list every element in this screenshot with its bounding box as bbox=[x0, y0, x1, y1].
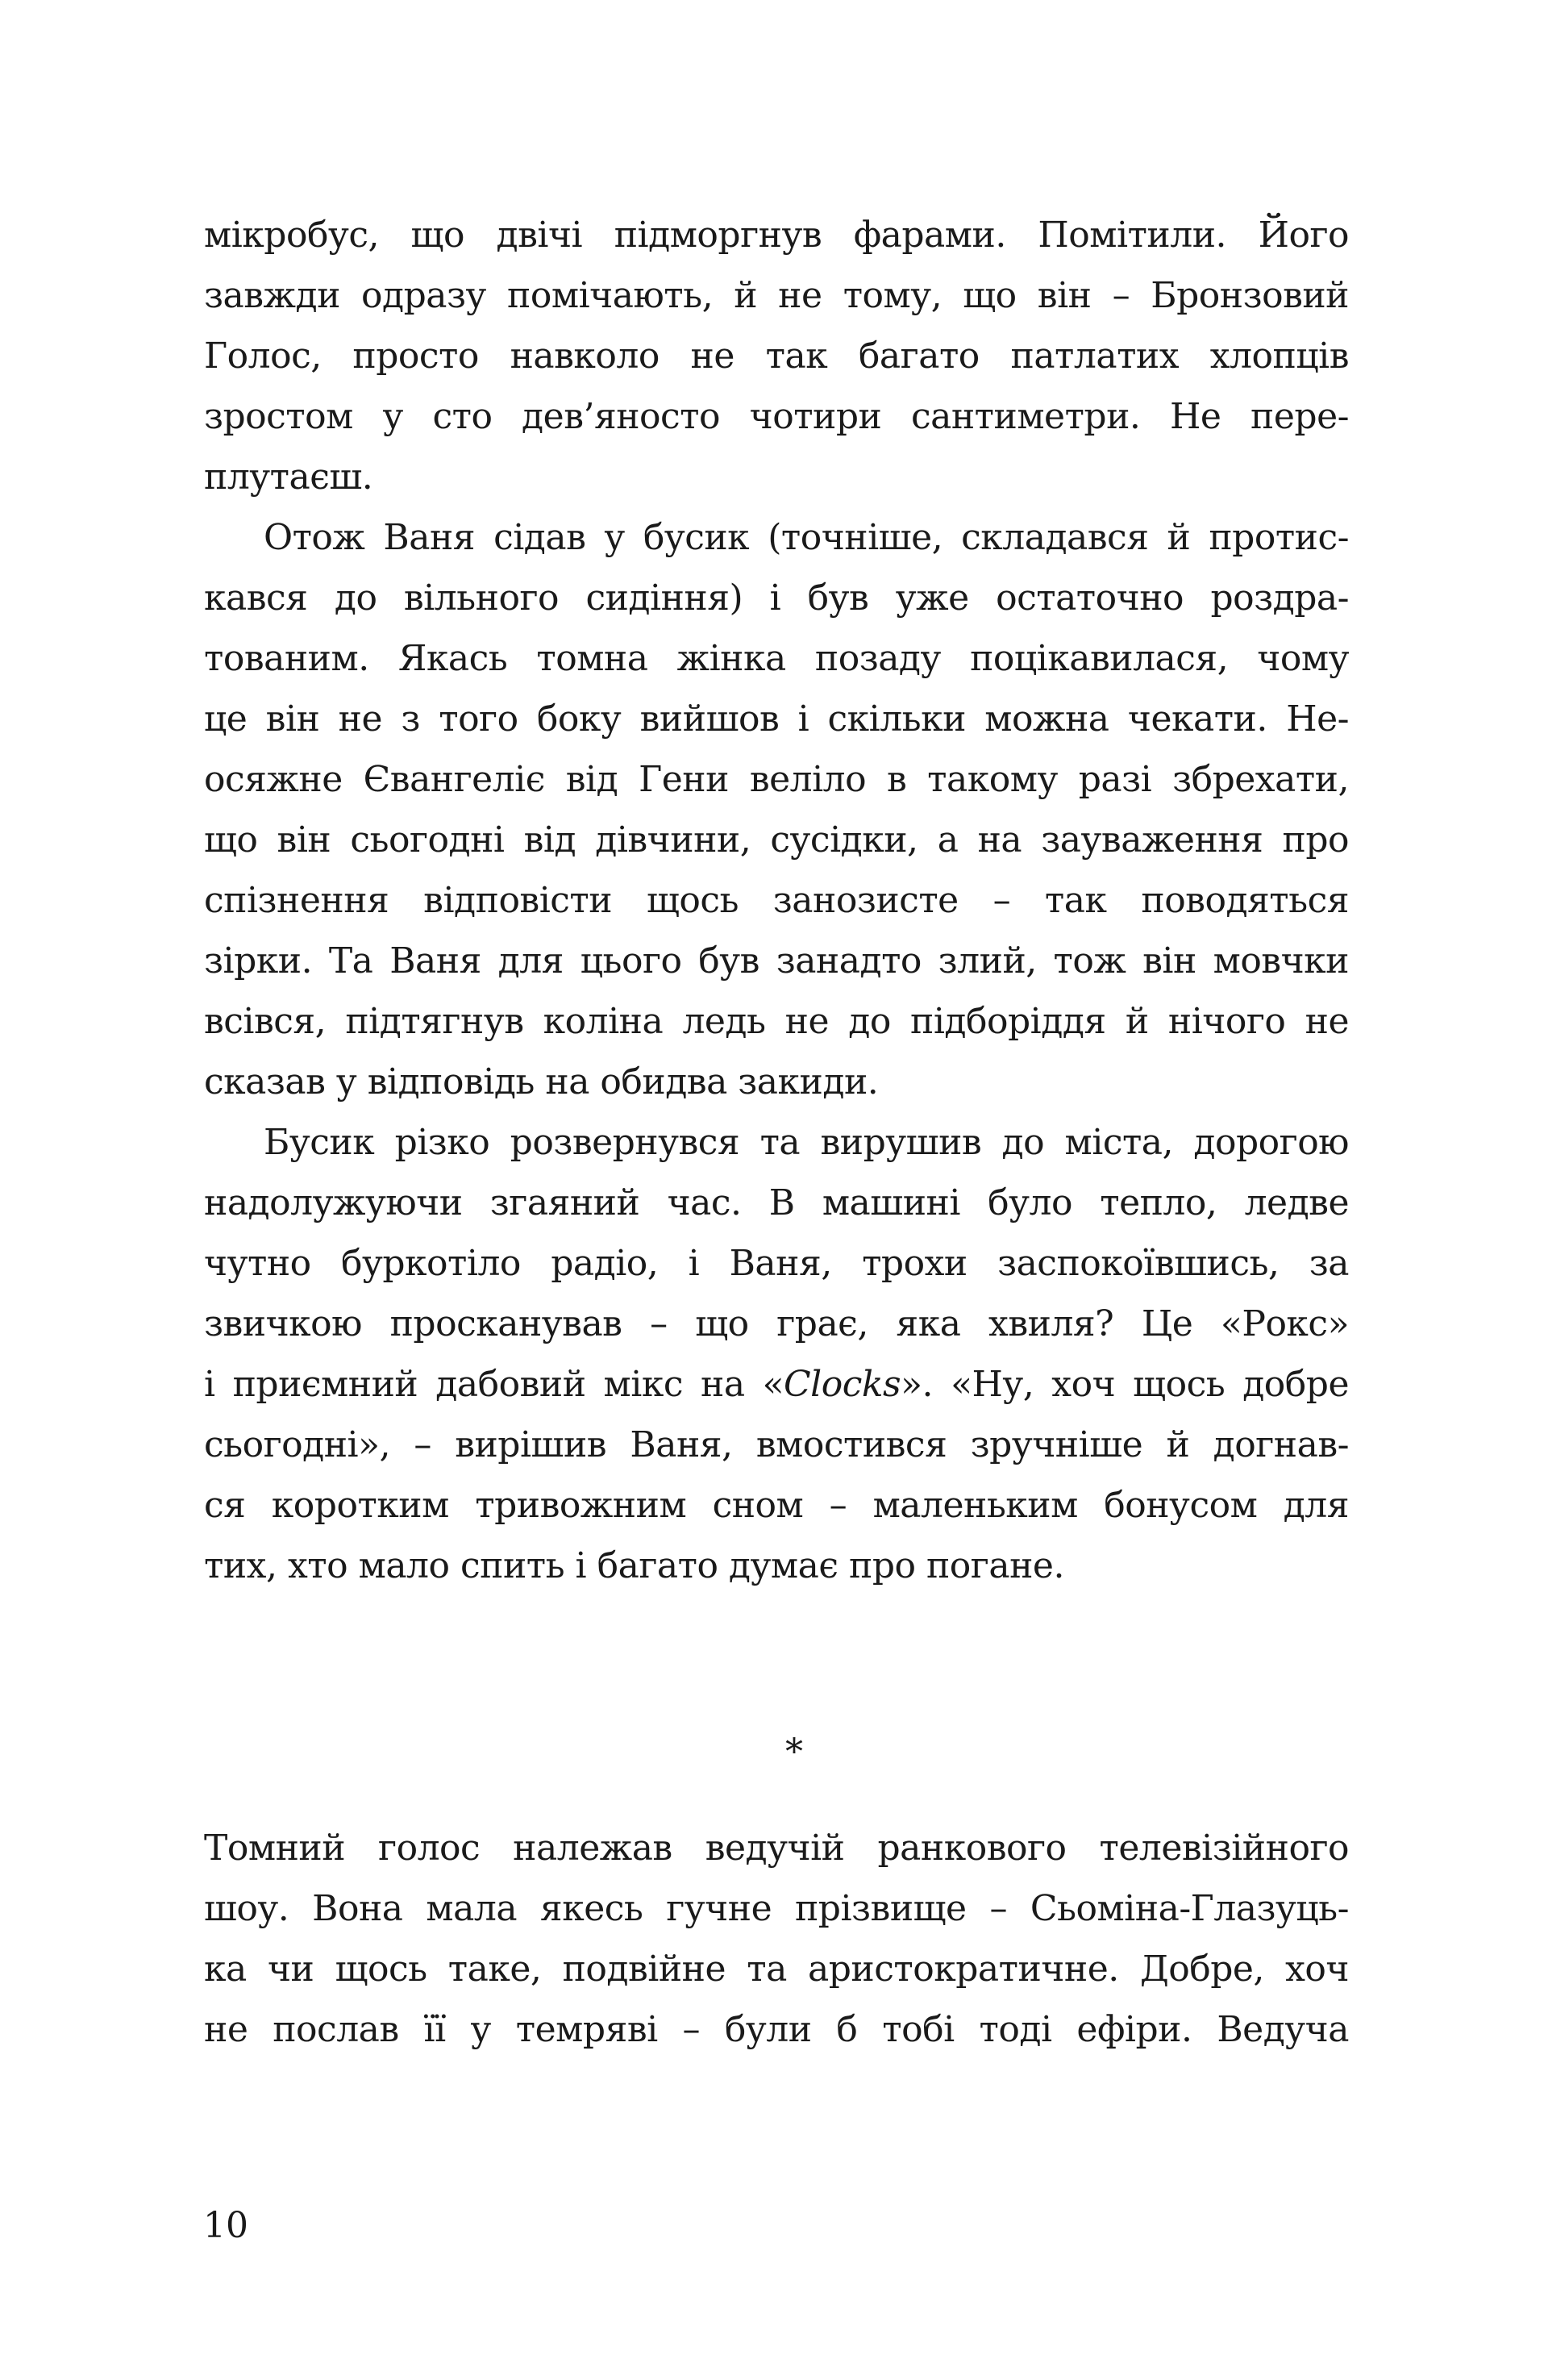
text-line: Бусик різко розвернувся та вирушив до міста, дорогою bbox=[264, 1122, 1349, 1163]
text-line-with-song-title bbox=[204, 1354, 1349, 1415]
section-separator-asterisk: * bbox=[785, 1732, 803, 1773]
text-line: осяжне Євангеліє від Гени веліло в такому разі збрехати, bbox=[204, 759, 1349, 800]
text-fragment: ». «Ну, хоч щось добре bbox=[901, 1364, 1349, 1405]
text-line: Голос, просто навколо не так багато патлатих хлопців bbox=[204, 336, 1349, 377]
page-number: 10 bbox=[203, 2205, 248, 2246]
paragraph bbox=[204, 507, 1349, 1112]
text-block-after-separator bbox=[204, 1818, 1349, 2060]
text-line: кався до вільного сидіння) і був уже остаточно роздра- bbox=[204, 577, 1349, 619]
text-line: тих, хто мало спить і багато думає про погане. bbox=[204, 1545, 1064, 1586]
text-line: чутно буркотіло радіо, і Ваня, трохи заспокоївшись, за bbox=[204, 1243, 1349, 1284]
text-line: це він не з того боку вийшов і скільки можна чекати. Не- bbox=[204, 698, 1349, 740]
paragraph bbox=[204, 1112, 1349, 1596]
paragraph bbox=[204, 205, 1349, 507]
text-line: спізнення відповісти щось занозисте – так поводяться bbox=[204, 880, 1349, 921]
text-line: мікробус, що двічі підморгнув фарами. Помітили. Його bbox=[204, 215, 1349, 256]
text-line: сьогодні», – вирішив Ваня, вмостився зручніше й догнав- bbox=[204, 1424, 1349, 1465]
text-line: зростом у сто дев’яносто чотири сантиметри. Не пере- bbox=[204, 396, 1349, 437]
song-title: Clocks bbox=[784, 1364, 901, 1405]
text-line: Отож Ваня сідав у бусик (точніше, складався й протис- bbox=[264, 517, 1349, 558]
text-line: Томний голос належав ведучій ранкового телевізійного bbox=[204, 1828, 1349, 1869]
text-line: завжди одразу помічають, й не тому, що він – Бронзовий bbox=[204, 275, 1349, 316]
text-line: звичкою просканував – що грає, яка хвиля? Це «Рокс» bbox=[204, 1303, 1349, 1344]
text-line: сказав у відповідь на обидва закиди. bbox=[204, 1061, 879, 1102]
text-fragment: і приємний дабовий мікс на « bbox=[204, 1364, 784, 1405]
text-line: не послав її у темряві – були б тобі тоді ефіри. Ведуча bbox=[204, 2009, 1349, 2050]
text-block-before-separator bbox=[204, 205, 1349, 1596]
text-line: надолужуючи згаяний час. В машині було тепло, ледве bbox=[204, 1182, 1349, 1223]
text-line: ся коротким тривожним сном – маленьким бонусом для bbox=[204, 1485, 1349, 1526]
text-line: тованим. Якась томна жінка позаду поцікавилася, чому bbox=[204, 638, 1349, 679]
text-line: плутаєш. bbox=[204, 456, 373, 498]
text-line: зірки. Та Ваня для цього був занадто злий, тож він мовчки bbox=[204, 940, 1349, 982]
text-line: всівся, підтягнув коліна ледь не до підборіддя й нічого не bbox=[204, 1001, 1349, 1042]
paragraph bbox=[204, 1818, 1349, 2060]
text-line: ка чи щось таке, подвійне та аристократичне. Добре, хоч bbox=[204, 1949, 1349, 1990]
text-line: шоу. Вона мала якесь гучне прізвище – Сьоміна-Глазуць- bbox=[204, 1888, 1349, 1929]
text-line: що він сьогодні від дівчини, сусідки, а на зауваження про bbox=[204, 819, 1349, 861]
